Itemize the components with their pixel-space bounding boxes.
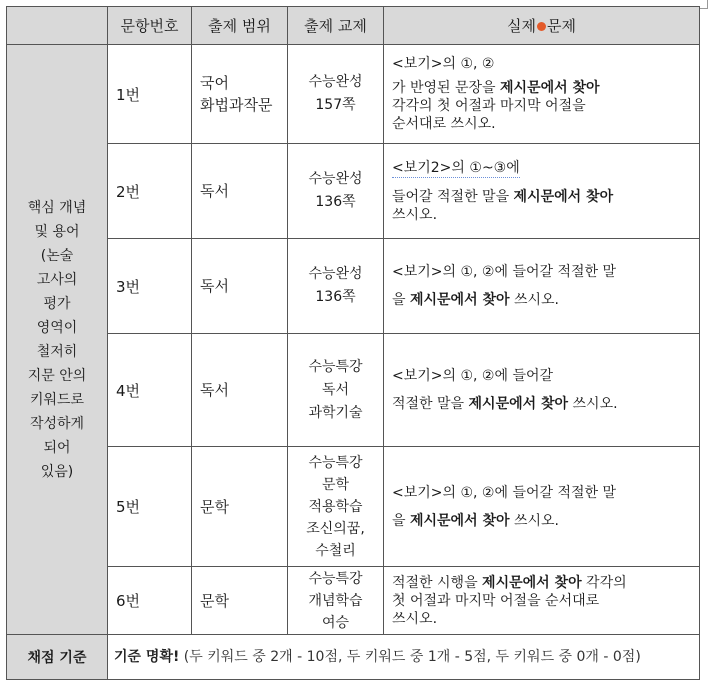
question-range: 문학 [192, 447, 288, 567]
question-number: 4번 [108, 334, 192, 447]
question-number: 1번 [108, 45, 192, 144]
header-row [7, 7, 700, 45]
exam-table [6, 6, 700, 680]
question-text: <보기2>의 ①~③에 들어갈 적절한 말을 제시문에서 찾아 쓰시오. [384, 144, 700, 239]
table-row [7, 239, 700, 334]
question-text: 적절한 시행을 제시문에서 찾아 각각의 첫 어절과 마지막 어절을 순서대로 쓰시오. [384, 567, 700, 635]
table-row [7, 567, 700, 635]
window-corner-mark [699, 0, 708, 9]
question-textbook: 수능특강 독서 과학기술 [288, 334, 384, 447]
question-number: 6번 [108, 567, 192, 635]
question-textbook: 수능완성 136쪽 [288, 239, 384, 334]
table-row [7, 334, 700, 447]
question-text: <보기>의 ①, ②에 들어갈 적절한 말 을 제시문에서 찾아 쓰시오. [384, 447, 700, 567]
cursor-dot-icon [537, 22, 546, 31]
grading-criteria: 기준 명확! (두 키워드 중 2개 - 10점, 두 키워드 중 1개 - 5점, 두 키워드 중 0개 - 0점) [108, 635, 700, 680]
question-textbook: 수능특강 개념학습 여승 [288, 567, 384, 635]
question-number: 5번 [108, 447, 192, 567]
header-range: 출제 범위 [192, 7, 288, 45]
side-label: 핵심 개념 및 용어 (논술 고사의 평가 영역이 철저히 지문 안의 키워드로 작성하게 되어 있음) [7, 45, 108, 635]
question-text: <보기>의 ①, ② 가 반영된 문장을 제시문에서 찾아 각각의 첫 어절과 마지막 어절을 순서대로 쓰시오. [384, 45, 700, 144]
question-number: 2번 [108, 144, 192, 239]
question-textbook: 수능특강 문학 적용학습 조신의꿈, 수철리 [288, 447, 384, 567]
table-row [7, 144, 700, 239]
header-blank [7, 7, 108, 45]
question-range: 독서 [192, 239, 288, 334]
question-range: 국어 화법과작문 [192, 45, 288, 144]
question-text: <보기>의 ①, ②에 들어갈 적절한 말 을 제시문에서 찾아 쓰시오. [384, 239, 700, 334]
question-range: 문학 [192, 567, 288, 635]
table-row [7, 45, 700, 144]
question-range: 독서 [192, 144, 288, 239]
header-question: 실제 문제 [384, 7, 700, 45]
question-text: <보기>의 ①, ②에 들어갈 적절한 말을 제시문에서 찾아 쓰시오. [384, 334, 700, 447]
question-number: 3번 [108, 239, 192, 334]
table-row [7, 447, 700, 567]
question-textbook: 수능완성 157쪽 [288, 45, 384, 144]
question-range: 독서 [192, 334, 288, 447]
grading-label: 채점 기준 [7, 635, 108, 680]
question-textbook: 수능완성 136쪽 [288, 144, 384, 239]
header-text: 출제 교제 [288, 7, 384, 45]
header-num: 문항번호 [108, 7, 192, 45]
footer-row [7, 635, 700, 680]
